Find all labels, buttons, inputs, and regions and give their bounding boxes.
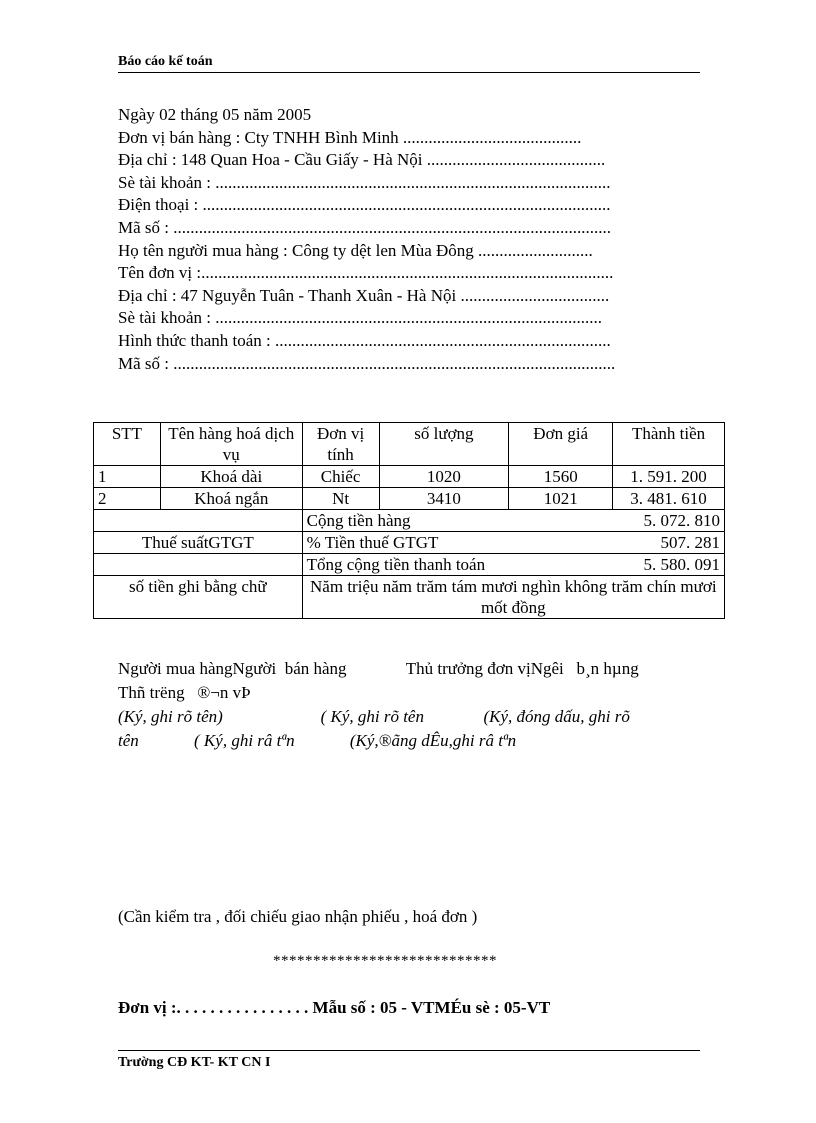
- subtotal-label: Cộng tiền hàng: [306, 511, 411, 530]
- cell-qty: 1020: [379, 466, 509, 488]
- info-buyer-account: Sè tài khoản : ...........................................................................................: [118, 308, 603, 328]
- signature-instructions: (Ký, ghi rõ tên) ( Ký, ghi rõ tên (Ký, đóng dấu, ghi rõ: [118, 707, 630, 726]
- signature-instructions-garbled: tên ( Ký, ghi râ tªn (Ký,®ãng dÊu,ghi râ tªn: [118, 731, 517, 750]
- cell-price: 1021: [509, 488, 613, 510]
- cell-name: Khoá dài: [160, 466, 302, 488]
- cell-qty: 3410: [379, 488, 509, 510]
- info-buyer-name: Họ tên người mua hàng : Công ty dệt len Mùa Đông ...........................: [118, 240, 593, 260]
- info-buyer-address: Địa chỉ : 47 Nguyễn Tuân - Thanh Xuân - Hà Nội ...................................: [118, 285, 610, 305]
- info-buyer-code: Mã số : ........................................................................................................: [118, 353, 616, 373]
- cell-unit: Nt: [302, 488, 379, 510]
- separator-stars: ****************************: [273, 953, 497, 969]
- info-seller-phone: Điện thoại : ................................................................................................: [118, 195, 611, 215]
- cell-unit: Chiếc: [302, 466, 379, 488]
- header-amount: Thành tiền: [613, 423, 725, 466]
- cell-stt: 2: [94, 488, 161, 510]
- header-stt: STT: [94, 423, 161, 466]
- signature-titles: Người mua hàngNgười bán hàng Thủ trưởng đơn vịNgêi b¸n hµng: [118, 659, 639, 678]
- info-buyer-unit: Tên đơn vị :.................................................................................................: [118, 263, 614, 283]
- total-empty-cell: [94, 554, 303, 576]
- vat-label: % Tiền thuế GTGT: [306, 533, 439, 552]
- invoice-info: [118, 104, 678, 375]
- total-cell: [302, 554, 724, 576]
- subtotal-cell: [302, 510, 724, 532]
- cell-amount: 1. 591. 200: [613, 466, 725, 488]
- total-row: [94, 554, 725, 576]
- total-value: 5. 580. 091: [643, 555, 720, 574]
- table-row: [94, 488, 725, 510]
- words-value: Năm triệu năm trăm tám mươi nghìn không trăm chín mươi mốt đồng: [302, 576, 724, 619]
- info-seller-code: Mã số : .......................................................................................................: [118, 217, 611, 237]
- cell-amount: 3. 481. 610: [613, 488, 725, 510]
- footer-school: Trường CĐ KT- KT CN I: [118, 1055, 271, 1070]
- words-label: số tiền ghi bằng chữ: [94, 576, 303, 619]
- vat-row: [94, 532, 725, 554]
- header-name: Tên hàng hoá dịch vụ: [160, 423, 302, 466]
- signature-block: [118, 657, 698, 753]
- footer-divider: [118, 1050, 700, 1051]
- info-seller-unit: Đơn vị bán hàng : Cty TNHH Bình Minh ..........................................: [118, 127, 582, 147]
- unit-form-code: Đơn vị :. . . . . . . . . . . . . . . . Mẫu số : 05 - VTMÉu sè : 05-VT: [118, 998, 551, 1017]
- info-seller-address: Địa chỉ : 148 Quan Hoa - Cầu Giấy - Hà Nội ..........................................: [118, 150, 606, 170]
- vat-cell: [302, 532, 724, 554]
- subtotal-row: [94, 510, 725, 532]
- header-price: Đơn giá: [509, 423, 613, 466]
- header-qty: số lượng: [379, 423, 509, 466]
- info-payment-method: Hình thức thanh toán : ...............................................................................: [118, 330, 611, 350]
- cell-name: Khoá ngắn: [160, 488, 302, 510]
- table-header-row: [94, 423, 725, 466]
- table-row: [94, 466, 725, 488]
- verification-note: (Cần kiểm tra , đối chiếu giao nhận phiếu , hoá đơn ): [118, 907, 478, 926]
- header-divider: [118, 72, 700, 73]
- amount-in-words-row: [94, 576, 725, 619]
- header-unit: Đơn vị tính: [302, 423, 379, 466]
- info-date: Ngày 02 tháng 05 năm 2005: [118, 105, 312, 124]
- subtotal-value: 5. 072. 810: [643, 511, 720, 530]
- subtotal-empty-cell: [94, 510, 303, 532]
- total-label: Tổng cộng tiền thanh toán: [306, 555, 486, 574]
- vat-rate-label: Thuế suấtGTGT: [94, 532, 303, 554]
- vat-value: 507. 281: [660, 533, 720, 552]
- cell-stt: 1: [94, 466, 161, 488]
- info-seller-account: Sè tài khoản : .............................................................................................: [118, 172, 611, 192]
- signature-titles-garbled: Thñ trëng ®¬n vÞ: [118, 683, 251, 702]
- cell-price: 1560: [509, 466, 613, 488]
- goods-table: [93, 422, 725, 619]
- page-header-title: Báo cáo kế toán: [118, 54, 213, 69]
